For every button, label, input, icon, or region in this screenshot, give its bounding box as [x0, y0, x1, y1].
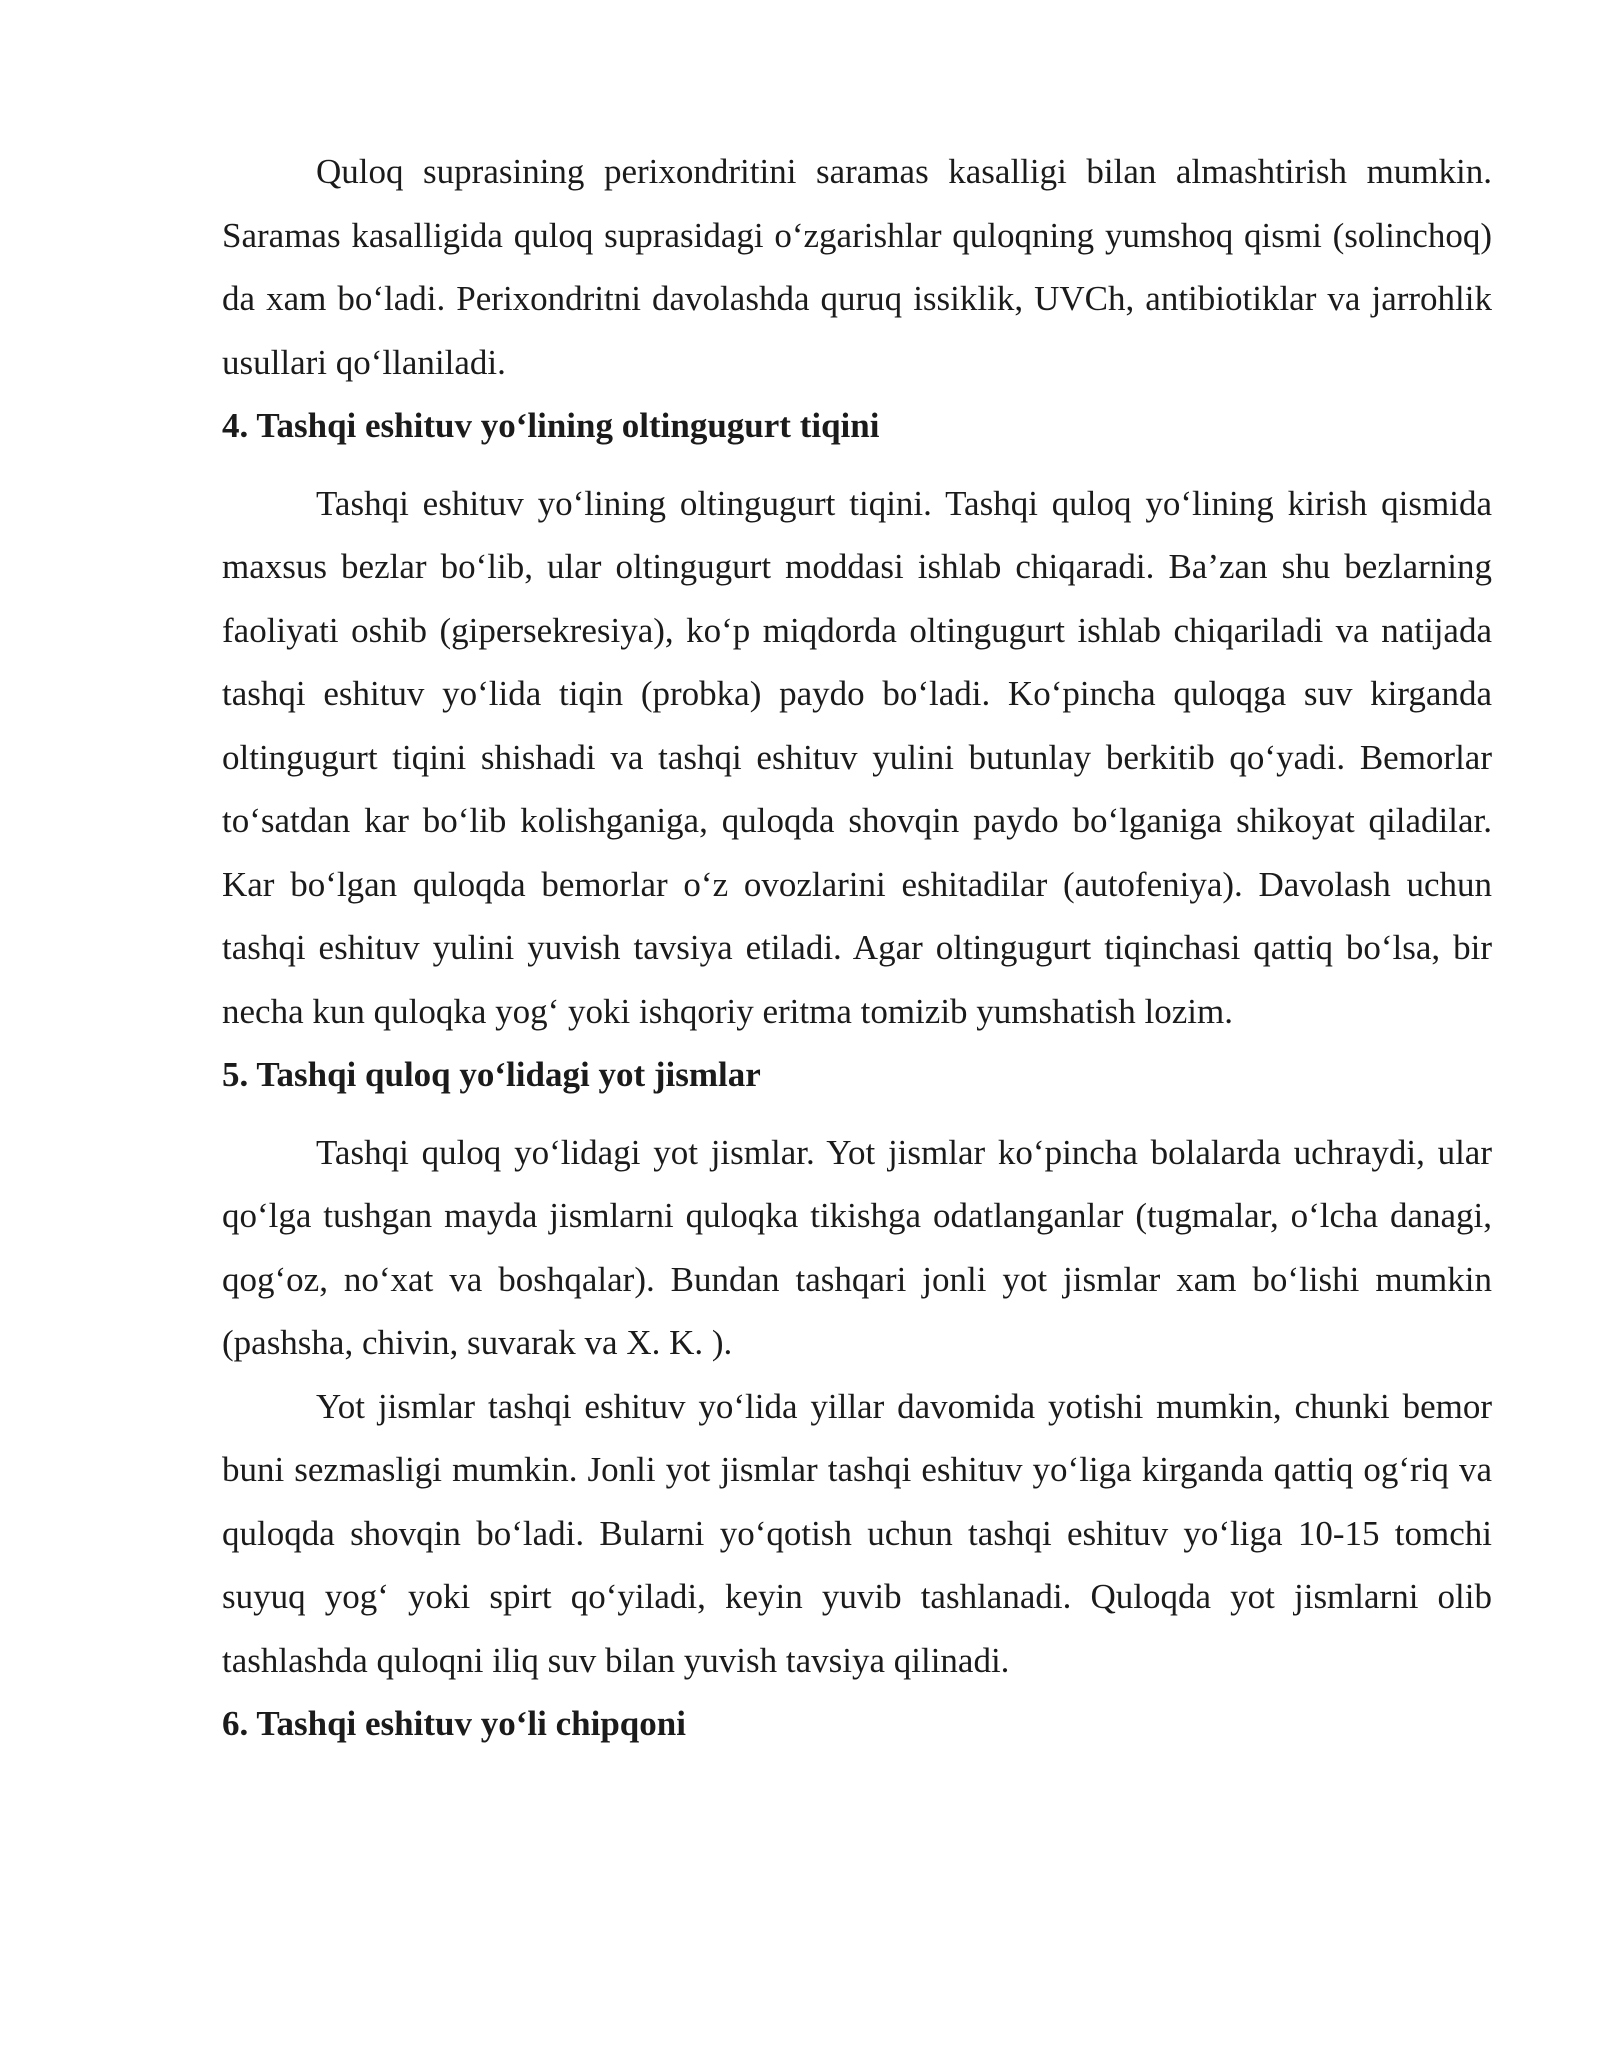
paragraph-cerumen-plug: Tashqi eshituv yo‘lining oltingugurt tiqini. Tashqi quloq yo‘lining kirish qismida maxsus bezlar bo‘lib, ular oltingugurt moddasi ishlab chiqaradi. Ba’zan shu bezlarning faoliyati oshib (gipersekresiya), ko‘p miqdorda oltingugurt ishlab chiqariladi va natijada tashqi eshituv yo‘lida tiqin (probka) paydo bo‘ladi. Ko‘pincha quloqga suv kirganda oltingugurt tiqini shishadi va tashqi eshituv yulini butunlay berkitib qo‘yadi. Bemorlar to‘satdan kar bo‘lib kolishganiga, quloqda shovqin paydo bo‘lganiga shikoyat qiladilar. Kar bo‘lgan quloqda bemorlar o‘z ovozlarini eshitadilar (autofeniya). Davolash uchun tashqi eshituv yulini yuvish tavsiya etiladi. Agar oltingugurt tiqinchasi qattiq bo‘lsa, bir necha kun quloqka yog‘ yoki ishqoriy eritma tomizib yumshatish lozim. — [222, 483, 1492, 1031]
document-body — [222, 140, 1492, 1770]
section-heading-5: 5. Tashqi quloq yo‘lidagi yot jismlar — [222, 1055, 761, 1094]
section-heading-6: 6. Tashqi eshituv yo‘li chipqoni — [222, 1704, 686, 1743]
paragraph-foreign-bodies-intro: Tashqi quloq yo‘lidagi yot jismlar. Yot jismlar ko‘pincha bolalarda uchraydi, ular qo‘lga tushgan mayda jismlarni quloqka tikishga odatlanganlar (tugmalar, o‘lcha danagi, qog‘oz, no‘xat va boshqalar). Bundan tashqari jonli yot jismlar xam bo‘lishi mumkin (pashsha, chivin, suvarak va X. K. ). — [222, 1132, 1492, 1362]
section-heading-4: 4. Tashqi eshituv yo‘lining oltingugurt tiqini — [222, 406, 880, 445]
paragraph-foreign-bodies-treatment: Yot jismlar tashqi eshituv yo‘lida yillar davomida yotishi mumkin, chunki bemor buni sezmasligi mumkin. Jonli yot jismlar tashqi eshituv yo‘liga kirganda qattiq og‘riq va quloqda shovqin bo‘ladi. Bularni yo‘qotish uchun tashqi eshituv yo‘liga 10-15 tomchi suyuq yog‘ yoki spirt qo‘yiladi, keyin yuvib tashlanadi. Quloqda yot jismlarni olib tashlashda quloqni iliq suv bilan yuvish tavsiya qilinadi. — [222, 1386, 1492, 1680]
paragraph-perichondritis-differential: Quloq suprasining perixondritini saramas kasalligi bilan almashtirish mumkin. Saramas kasalligida quloq suprasidagi o‘zgarishlar quloqning yumshoq qismi (solinchoq) da xam bo‘ladi. Perixondritni davolashda quruq issiklik, UVCh, antibiotiklar va jarrohlik usullari qo‘llaniladi. — [222, 152, 1492, 382]
